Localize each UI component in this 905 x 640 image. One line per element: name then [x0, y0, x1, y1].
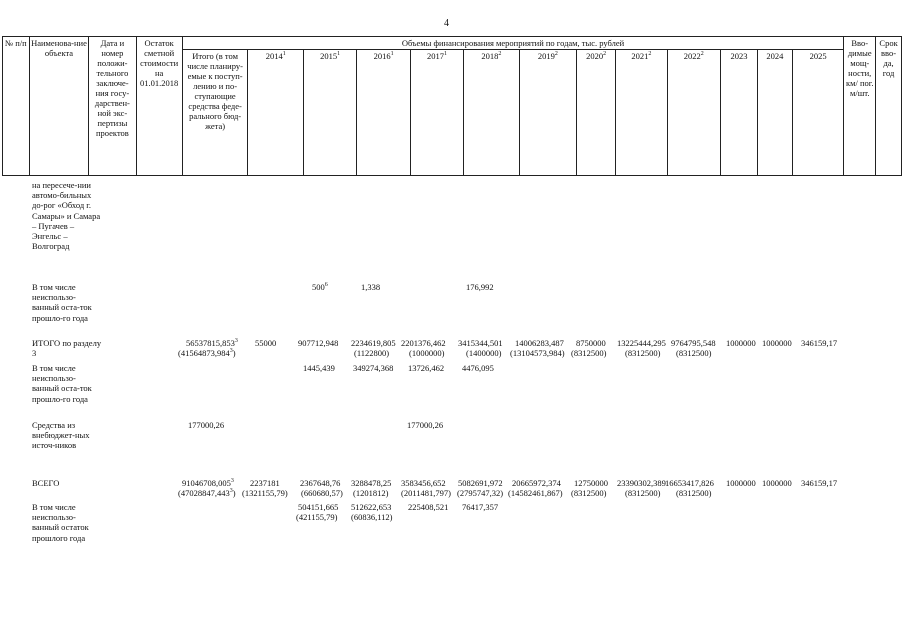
col-number: № п/п [3, 37, 30, 176]
table-cell: (13104573,984) [510, 348, 565, 358]
col-remaining-cost: Остаток сметной стоимости на 01.01.2018 [136, 37, 182, 176]
table-cell: (421155,79) [296, 512, 338, 522]
table-cell: 1000000 [762, 338, 792, 348]
table-cell: 16653417,826 [665, 478, 714, 488]
row-label-unused-remainder: В том числе неиспользо-ванный оста-ток прошло-го года [32, 363, 92, 404]
col-year: 2020$^2$ [577, 50, 616, 176]
table-cell: 349274,368 [353, 363, 394, 373]
table-cell: 4476,095 [462, 363, 494, 373]
table-cell: 177000,26 [188, 420, 225, 430]
table-cell: 76417,357 [462, 502, 499, 512]
table-cell: 1445,439 [303, 363, 335, 373]
table-cell: (60836,112) [351, 512, 393, 522]
row-label-unused-remainder: В том числе неиспользо-ванный остаток прошлого года [32, 502, 89, 543]
table-cell: (2011481,797) [401, 488, 451, 498]
table-cell: $500^6$ [312, 282, 328, 292]
table-cell: 2367648,76 [300, 478, 341, 488]
row-label-extra-budgetary: Средства из внебюджет-ных источ-ников [32, 420, 90, 451]
table-cell: 1000000 [726, 478, 756, 488]
row-label-unused-remainder: В том числе неиспользо-ванный оста-ток прошло-го года [32, 282, 92, 323]
col-year: 2017$^1$ [410, 50, 463, 176]
table-cell: 8750000 [576, 338, 606, 348]
table-cell: 55000 [255, 338, 277, 348]
col-year: 2019$^2$ [519, 50, 577, 176]
col-capacity: Вво-димые мощ-ности, км/ пог. м/шт. [844, 37, 876, 176]
table-cell: 5082691,972 [458, 478, 503, 488]
table-cell: 346159,17 [801, 338, 838, 348]
table-header [2, 36, 902, 176]
col-expertise: Дата и номер положи-тельного заключе-ния госу-дарствен-ной экс-пертизы проектов [89, 37, 136, 176]
table-cell: 14006283,487 [515, 338, 564, 348]
table-cell: (2795747,32) [457, 488, 504, 498]
table-cell: 20665972,374 [512, 478, 561, 488]
table-cell: (1122800) [354, 348, 390, 358]
table-cell: 512622,653 [351, 502, 392, 512]
table-cell: 91046708,005$^3$ [182, 478, 234, 488]
table-cell: 225408,521 [408, 502, 449, 512]
table-cell: 2201376,462 [401, 338, 446, 348]
row-label-section-total: ИТОГО по разделу 3 [32, 338, 102, 359]
table-cell: 56537815,853$^3$ [186, 338, 238, 348]
table-cell: (8312500) [676, 348, 712, 358]
row-label-grand-total: ВСЕГО [32, 478, 60, 488]
table-cell: (8312500) [625, 348, 661, 358]
table-cell: (8312500) [571, 488, 607, 498]
table-cell: 13726,462 [408, 363, 445, 373]
table-cell: (1400000) [466, 348, 502, 358]
table-cell: (41564873,984$^3$) [178, 348, 236, 358]
table-cell: 2237181 [250, 478, 280, 488]
col-year: 2023 [720, 50, 757, 176]
table-cell: 1000000 [726, 338, 756, 348]
table-cell: 13225444,295 [617, 338, 666, 348]
table-cell: (1201812) [353, 488, 389, 498]
table-cell: (1000000) [409, 348, 445, 358]
col-year: 2014$^1$ [248, 50, 303, 176]
col-total: Итого (в том числе планиру-емые к поступ-лению и по-ступающие средства феде-рального бюд-жета) [182, 50, 248, 176]
table-cell: (8312500) [676, 488, 712, 498]
col-year: 2024 [757, 50, 792, 176]
col-year: 2022$^2$ [667, 50, 720, 176]
table-cell: (47028847,443$^3$) [178, 488, 236, 498]
table-cell: 1000000 [762, 478, 792, 488]
col-financing-group: Объемы финансирования мероприятий по годам, тыс. рублей [182, 37, 844, 50]
col-year: 2018$^2$ [464, 50, 519, 176]
table-cell: 504151,665 [298, 502, 339, 512]
table-cell: 346159,17 [801, 478, 838, 488]
table-cell: (660680,57) [301, 488, 343, 498]
col-year: 2016$^1$ [357, 50, 410, 176]
table-cell: (14582461,867) [508, 488, 563, 498]
table-cell: (1321155,79) [242, 488, 288, 498]
table-cell: 9764795,548 [671, 338, 716, 348]
table-cell: 3288478,25 [351, 478, 392, 488]
page-number: 4 [444, 18, 449, 29]
table-cell: 907712,948 [298, 338, 339, 348]
table-cell: 176,992 [466, 282, 494, 292]
col-object-name: Наименова-ние объекта [29, 37, 89, 176]
table-cell: 23390302,389 [617, 478, 666, 488]
table-cell: 1,338 [361, 282, 381, 292]
col-year: 2021$^2$ [616, 50, 667, 176]
table-cell: (8312500) [625, 488, 661, 498]
table-cell: 3415344,501 [458, 338, 503, 348]
table-cell: 12750000 [574, 478, 608, 488]
object-name-continuation: на пересече-нии автомо-бильных до-рог «Обход г. Самары» и Самара – Пугачев – Энгельс – Волгоград [32, 180, 101, 252]
table-cell: (8312500) [571, 348, 607, 358]
col-year: 2015$^1$ [303, 50, 356, 176]
col-term: Срок вво-да, год [876, 37, 902, 176]
table-cell: 3583456,652 [401, 478, 446, 488]
table-cell: 2234619,805 [351, 338, 396, 348]
col-year: 2025 [792, 50, 843, 176]
table-cell: 177000,26 [407, 420, 444, 430]
